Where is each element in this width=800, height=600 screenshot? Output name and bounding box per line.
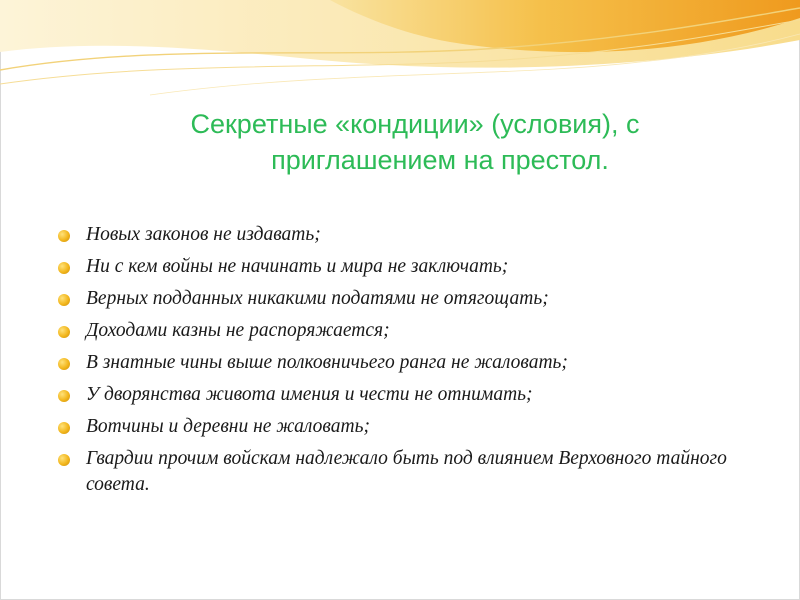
round-bullet-icon [58,422,70,434]
list-item [56,382,756,408]
decorative-wave-header [0,0,800,110]
list-item [56,446,756,498]
list-item-text: Доходами казны не распоряжается; [86,320,390,341]
list-item [56,222,756,248]
round-bullet-icon [58,454,70,466]
round-bullet-icon [58,326,70,338]
list-item [56,350,756,376]
round-bullet-icon [58,294,70,306]
round-bullet-icon [58,262,70,274]
slide-title [110,106,730,178]
conditions-list [56,222,756,504]
list-item [56,286,756,312]
list-item-text: Гвардии прочим войскам надлежало быть под влиянием Верховного тайного совета. [86,448,727,495]
round-bullet-icon [58,230,70,242]
round-bullet-icon [58,390,70,402]
list-item-text: Верных подданных никакими податями не отягощать; [86,288,549,309]
list-item-text: Вотчины и деревни не жаловать; [86,416,370,437]
title-line-2: приглашением на престол. [271,145,609,175]
list-item-text: Ни с кем войны не начинать и мира не заключать; [86,256,509,277]
list-item-text: В знатные чины выше полковничьего ранга не жаловать; [86,352,568,373]
list-item-text: Новых законов не издавать; [86,224,321,245]
round-bullet-icon [58,358,70,370]
list-item [56,254,756,280]
list-item [56,414,756,440]
title-line-1: Секретные «кондиции» (условия), с [190,109,640,139]
list-item [56,318,756,344]
list-item-text: У дворянства живота имения и чести не отнимать; [86,384,533,405]
